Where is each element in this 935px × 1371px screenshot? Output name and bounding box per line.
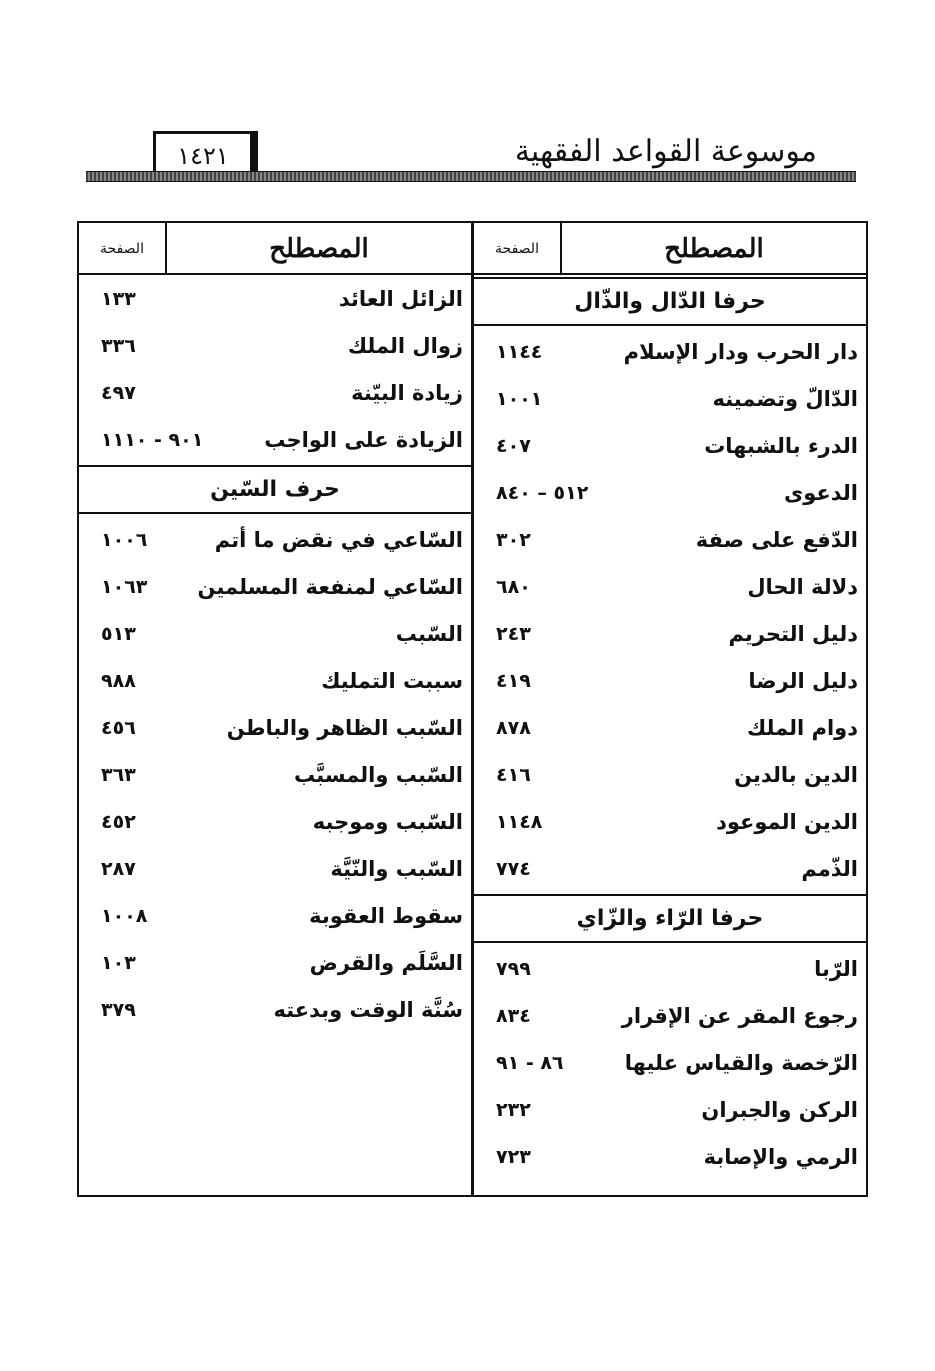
entry-term: السّبب والنّيَّة: [330, 856, 463, 881]
entry-page: ٥١٣: [101, 622, 136, 645]
entry-page: ٤٠٧: [496, 434, 531, 457]
entry-page: ٤٩٧: [101, 381, 136, 404]
index-list: [79, 516, 471, 1033]
entry-term: السّبب: [395, 621, 463, 646]
entry-term: السَّلَم والقرض: [309, 950, 463, 975]
entry-page: ١٣٣: [101, 287, 136, 310]
entry-page: ٣٠٢: [496, 528, 531, 551]
index-entry: [79, 369, 471, 416]
index-entry: [474, 845, 866, 892]
index-entry: [474, 751, 866, 798]
index-entry: [79, 939, 471, 986]
index-entry: [474, 945, 866, 992]
index-entry: [79, 275, 471, 322]
index-entry: [474, 798, 866, 845]
index-entry: [474, 469, 866, 516]
entry-page: ٩٨٨: [101, 669, 136, 692]
entry-page: ٥١٢ – ٨٤٠: [496, 481, 589, 504]
entry-page: ٩٠١ - ١١١٠: [101, 428, 204, 451]
entry-page: ٢٤٣: [496, 622, 531, 645]
section-heading: حرفا الدّال والذّال: [474, 277, 866, 326]
entry-page: ١٠٠٨: [101, 904, 148, 927]
index-entry: [79, 845, 471, 892]
index-entry: [79, 704, 471, 751]
column-header: [474, 223, 866, 275]
index-entry: [79, 986, 471, 1033]
entry-term: الدرء بالشبهات: [704, 433, 858, 458]
index-entry: [474, 328, 866, 375]
page-number: ١٤٢١: [153, 131, 258, 175]
index-entry: [474, 422, 866, 469]
index-entry: [79, 892, 471, 939]
term-header: المصطلح: [269, 234, 369, 264]
entry-term: زوال الملك: [347, 333, 463, 358]
index-column-right: [472, 221, 868, 1197]
index-entry: [474, 563, 866, 610]
index-entry: [79, 416, 471, 463]
entry-term: الرّخصة والقياس عليها: [624, 1050, 858, 1075]
page-header: الصفحة: [474, 223, 562, 273]
entry-page: ٣٣٦: [101, 334, 136, 357]
index-list: [474, 328, 866, 892]
entry-page: ٣٧٩: [101, 998, 136, 1021]
entry-page: ٨٦ - ٩١: [496, 1051, 564, 1074]
entry-term: دليل الرضا: [748, 668, 858, 693]
entry-term: دوام الملك: [746, 715, 858, 740]
entry-term: الزيادة على الواجب: [264, 427, 463, 452]
entry-term: الذّمم: [801, 856, 858, 881]
index-entry: [474, 516, 866, 563]
entry-term: الدّالّ وتضمينه: [712, 386, 858, 411]
entry-page: ٢٣٢: [496, 1098, 531, 1121]
entry-term: سقوط العقوبة: [309, 903, 463, 928]
entry-term: الدّفع على صفة: [695, 527, 858, 552]
index-entry: [474, 704, 866, 751]
entry-page: ٣٦٣: [101, 763, 136, 786]
header-rule: [86, 171, 856, 182]
entry-term: سببت التمليك: [321, 668, 463, 693]
entry-term: دلالة الحال: [747, 574, 858, 599]
term-header: المصطلح: [664, 234, 764, 264]
entry-page: ١٠٣: [101, 951, 136, 974]
entry-term: دليل التحريم: [728, 621, 858, 646]
entry-page: ٤١٩: [496, 669, 531, 692]
index-entry: [79, 657, 471, 704]
entry-term: الدعوى: [784, 480, 858, 505]
index-entry: [474, 1086, 866, 1133]
entry-page: ٤٥٦: [101, 716, 136, 739]
index-entry: [79, 798, 471, 845]
entry-term: السّبب الظاهر والباطن: [226, 715, 463, 740]
entry-term: دار الحرب ودار الإسلام: [623, 339, 858, 364]
index-entry: [474, 610, 866, 657]
entry-page: ٧٢٣: [496, 1145, 531, 1168]
index-entry: [474, 992, 866, 1039]
index-entry: [79, 322, 471, 369]
entry-page: ٢٨٧: [101, 857, 136, 880]
entry-page: ٦٨٠: [496, 575, 531, 598]
column-header: [79, 223, 471, 275]
index-entry: [79, 563, 471, 610]
index-entry: [79, 516, 471, 563]
entry-term: السّبب وموجبه: [312, 809, 463, 834]
index-list: [79, 275, 471, 463]
index-entry: [79, 751, 471, 798]
entry-term: الرمي والإصابة: [703, 1144, 858, 1169]
entry-term: الدين بالدين: [734, 762, 858, 787]
index-entry: [79, 610, 471, 657]
index-list: [474, 945, 866, 1180]
book-title: موسوعة القواعد الفقهية: [514, 134, 817, 169]
entry-page: ٤١٦: [496, 763, 531, 786]
entry-page: ١٠٦٣: [101, 575, 148, 598]
entry-term: السّبب والمسبَّب: [294, 762, 463, 787]
entry-page: ١٠٠٦: [101, 528, 148, 551]
entry-page: ١١٤٨: [496, 810, 543, 833]
entry-term: الرّبا: [814, 956, 858, 981]
entry-term: رجوع المقر عن الإقرار: [621, 1003, 858, 1028]
index-entry: [474, 1039, 866, 1086]
entry-page: ٧٧٤: [496, 857, 531, 880]
entry-term: سُنَّة الوقت وبدعته: [273, 997, 463, 1022]
entry-term: السّاعي في نقض ما أتم: [214, 527, 463, 552]
entry-term: الركن والجبران: [701, 1097, 858, 1122]
entry-term: الدين الموعود: [716, 809, 858, 834]
section-heading: حرفا الرّاء والزّاي: [474, 894, 866, 943]
entry-page: ٤٥٢: [101, 810, 136, 833]
index-entry: [474, 375, 866, 422]
entry-page: ٨٣٤: [496, 1004, 531, 1027]
entry-term: الزائل العائد: [338, 286, 463, 311]
entry-page: ١١٤٤: [496, 340, 543, 363]
index-entry: [474, 1133, 866, 1180]
section-heading: حرف السّين: [79, 465, 471, 514]
entry-term: زيادة البيّنة: [351, 380, 463, 405]
entry-page: ٨٧٨: [496, 716, 531, 739]
entry-page: ١٠٠١: [496, 387, 543, 410]
index-entry: [474, 657, 866, 704]
page-header: الصفحة: [79, 223, 167, 273]
entry-term: السّاعي لمنفعة المسلمين: [197, 574, 463, 599]
index-column-left: [77, 221, 473, 1197]
entry-page: ٧٩٩: [496, 957, 531, 980]
